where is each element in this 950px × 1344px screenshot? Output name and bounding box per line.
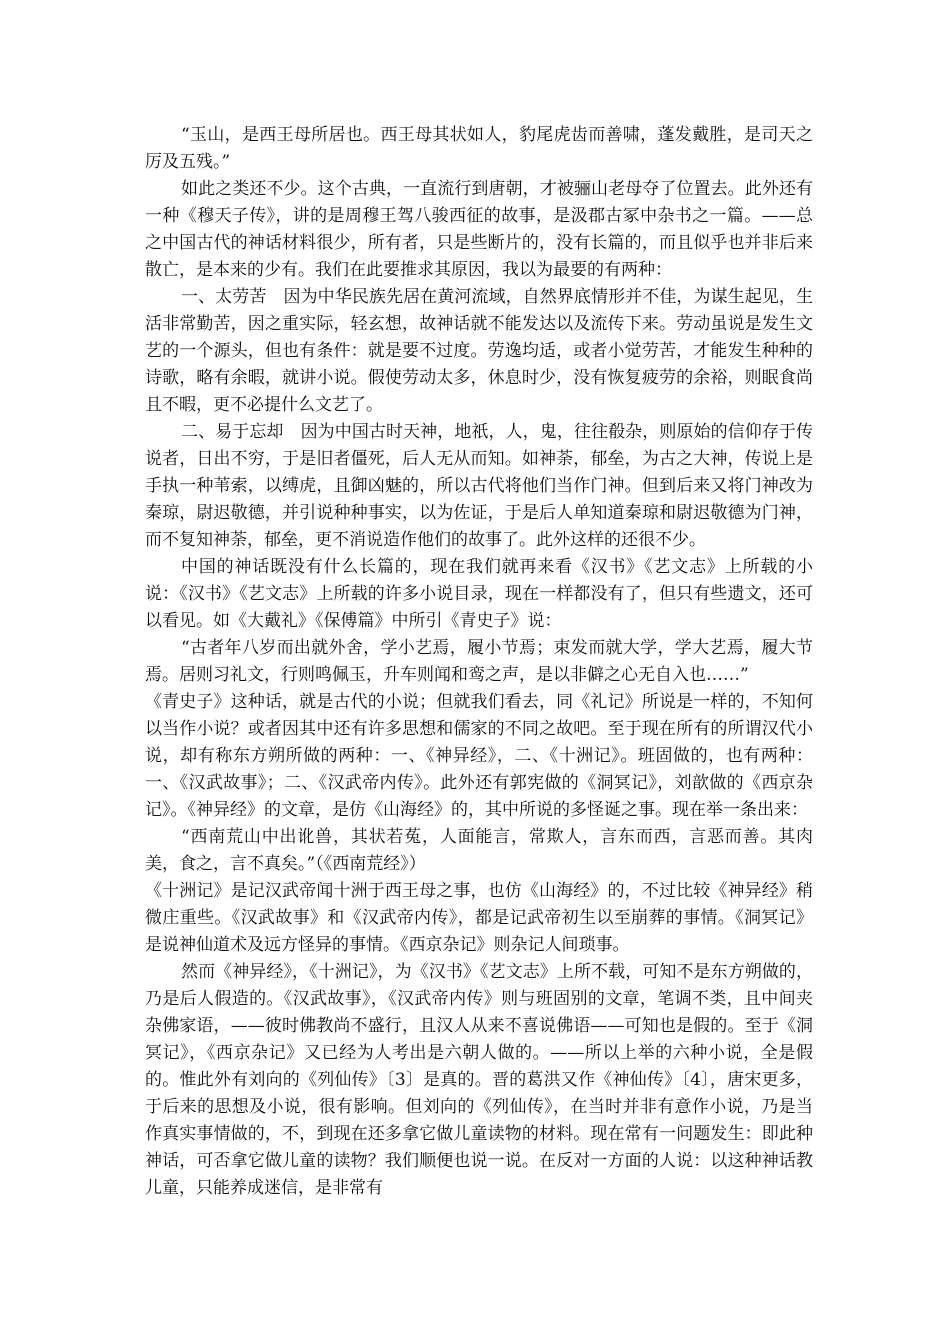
quote-xinan-huangjing: “西南荒山中出讹兽，其状若菟，人面能言，常欺人，言东而西，言恶而善。其肉美，食之，言不真矣。”（《西南荒经》） xyxy=(145,827,813,874)
paragraph-shizhouji: 《十洲记》是记汉武帝闻十洲于西王母之事，也仿《山海经》的，不过比较《神异经》稍微庄重些。《汉武故事》和《汉武帝内传》，都是记武帝初生以至崩葬的事情。《洞冥记》是说神仙道术及远方怪异的事情。《西京杂记》则杂记人间琐事。 xyxy=(145,881,813,955)
paragraph-hanshu: 中国的神话既没有什么长篇的，现在我们就再来看《汉书》《艺文志》上所载的小说：《汉书》《艺文志》上所载的许多小说目录，现在一样都没有了，但只有些遗文，还可以看见。如《大戴礼》《保傅篇》中所引《青史子》说： xyxy=(145,557,813,631)
document-page xyxy=(145,122,813,1202)
paragraph-han-novels: 《青史子》这种话，就是古代的小说；但就我们看去，同《礼记》所说是一样的，不知何以当作小说？或者因其中还有许多思想和儒家的不同之故吧。至于现在所有的所谓汉代小说，却有称东方朔所做的两种：一、《神异经》，二、《十洲记》。班固做的，也有两种：一、《汉武故事》；二、《汉武帝内传》。此外还有郭宪做的《洞冥记》，刘歆做的《西京杂记》。《神异经》的文章，是仿《山海经》的，其中所说的多怪诞之事。现在举一条出来： xyxy=(145,692,813,820)
paragraph-mu-tianzi: 如此之类还不少。这个古典，一直流行到唐朝，才被骊山老母夺了位置去。此外还有一种《穆天子传》，讲的是周穆王驾八骏西征的故事，是汲郡古冢中杂书之一篇。——总之中国古代的神话材料很少，所有者，只是些断片的，没有长篇的，而且似乎也并非后来散亡，是本来的少有。我们在此要推求其原因，我以为最要的有两种： xyxy=(145,179,813,280)
quote-yushan: “玉山，是西王母所居也。西王母其状如人，豹尾虎齿而善啸，蓬发戴胜，是司天之厉及五残。” xyxy=(145,125,813,172)
paragraph-forgeries: 然而《神异经》，《十洲记》，为《汉书》《艺文志》上所不载，可知不是东方朔做的，乃是后人假造的。《汉武故事》，《汉武帝内传》则与班固别的文章，笔调不类，且中间夹杂佛家语，——彼时佛教尚不盛行，且汉人从来不喜说佛语——可知也是假的。至于《洞冥记》，《西京杂记》又已经为人考出是六朝人做的。——所以上举的六种小说，全是假的。惟此外有刘向的《列仙传》〔3〕是真的。晋的葛洪又作《神仙传》〔4〕，唐宋更多，于后来的思想及小说，很有影响。但刘向的《列仙传》，在当时并非有意作小说，乃是当作真实事情做的，不，到现在还多拿它做儿童读物的材料。现在常有一问题发生：即此种神话，可否拿它做儿童的读物？我们顺便也说一说。在反对一方面的人说：以这种神话教儿童，只能养成迷信，是非常有 xyxy=(145,962,813,1198)
paragraph-reason-one: 一、太劳苦 因为中华民族先居在黄河流域，自然界底情形并不佳，为谋生起见，生活非常勤苦，因之重实际，轻玄想，故神话就不能发达以及流传下来。劳动虽说是发生文艺的一个源头，但也有条件：就是要不过度。劳逸均适，或者小觉劳苦，才能发生种种的诗歌，略有余暇，就讲小说。假使劳动太多，休息时少，没有恢复疲劳的余裕，则眠食尚且不暇，更不必提什么文艺了。 xyxy=(145,287,813,415)
paragraph-reason-two: 二、易于忘却 因为中国古时天神，地祇，人，鬼，往往殽杂，则原始的信仰存于传说者，日出不穷，于是旧者僵死，后人无从而知。如神荼，郁垒，为古之大神，传说上是手执一种苇索，以缚虎，且御凶魅的，所以古代将他们当作门神。但到后来又将门神改为秦琼，尉迟敬德，并引说种种事实，以为佐证，于是后人单知道秦琼和尉迟敬德为门神，而不复知神荼，郁垒，更不消说造作他们的故事了。此外这样的还很不少。 xyxy=(145,422,813,550)
quote-qingshizi: “古者年八岁而出就外舍，学小艺焉，履小节焉；束发而就大学，学大艺焉，履大节焉。居则习礼文，行则鸣佩玉，升车则闻和鸾之声，是以非僻之心无自入也……” xyxy=(145,638,813,685)
